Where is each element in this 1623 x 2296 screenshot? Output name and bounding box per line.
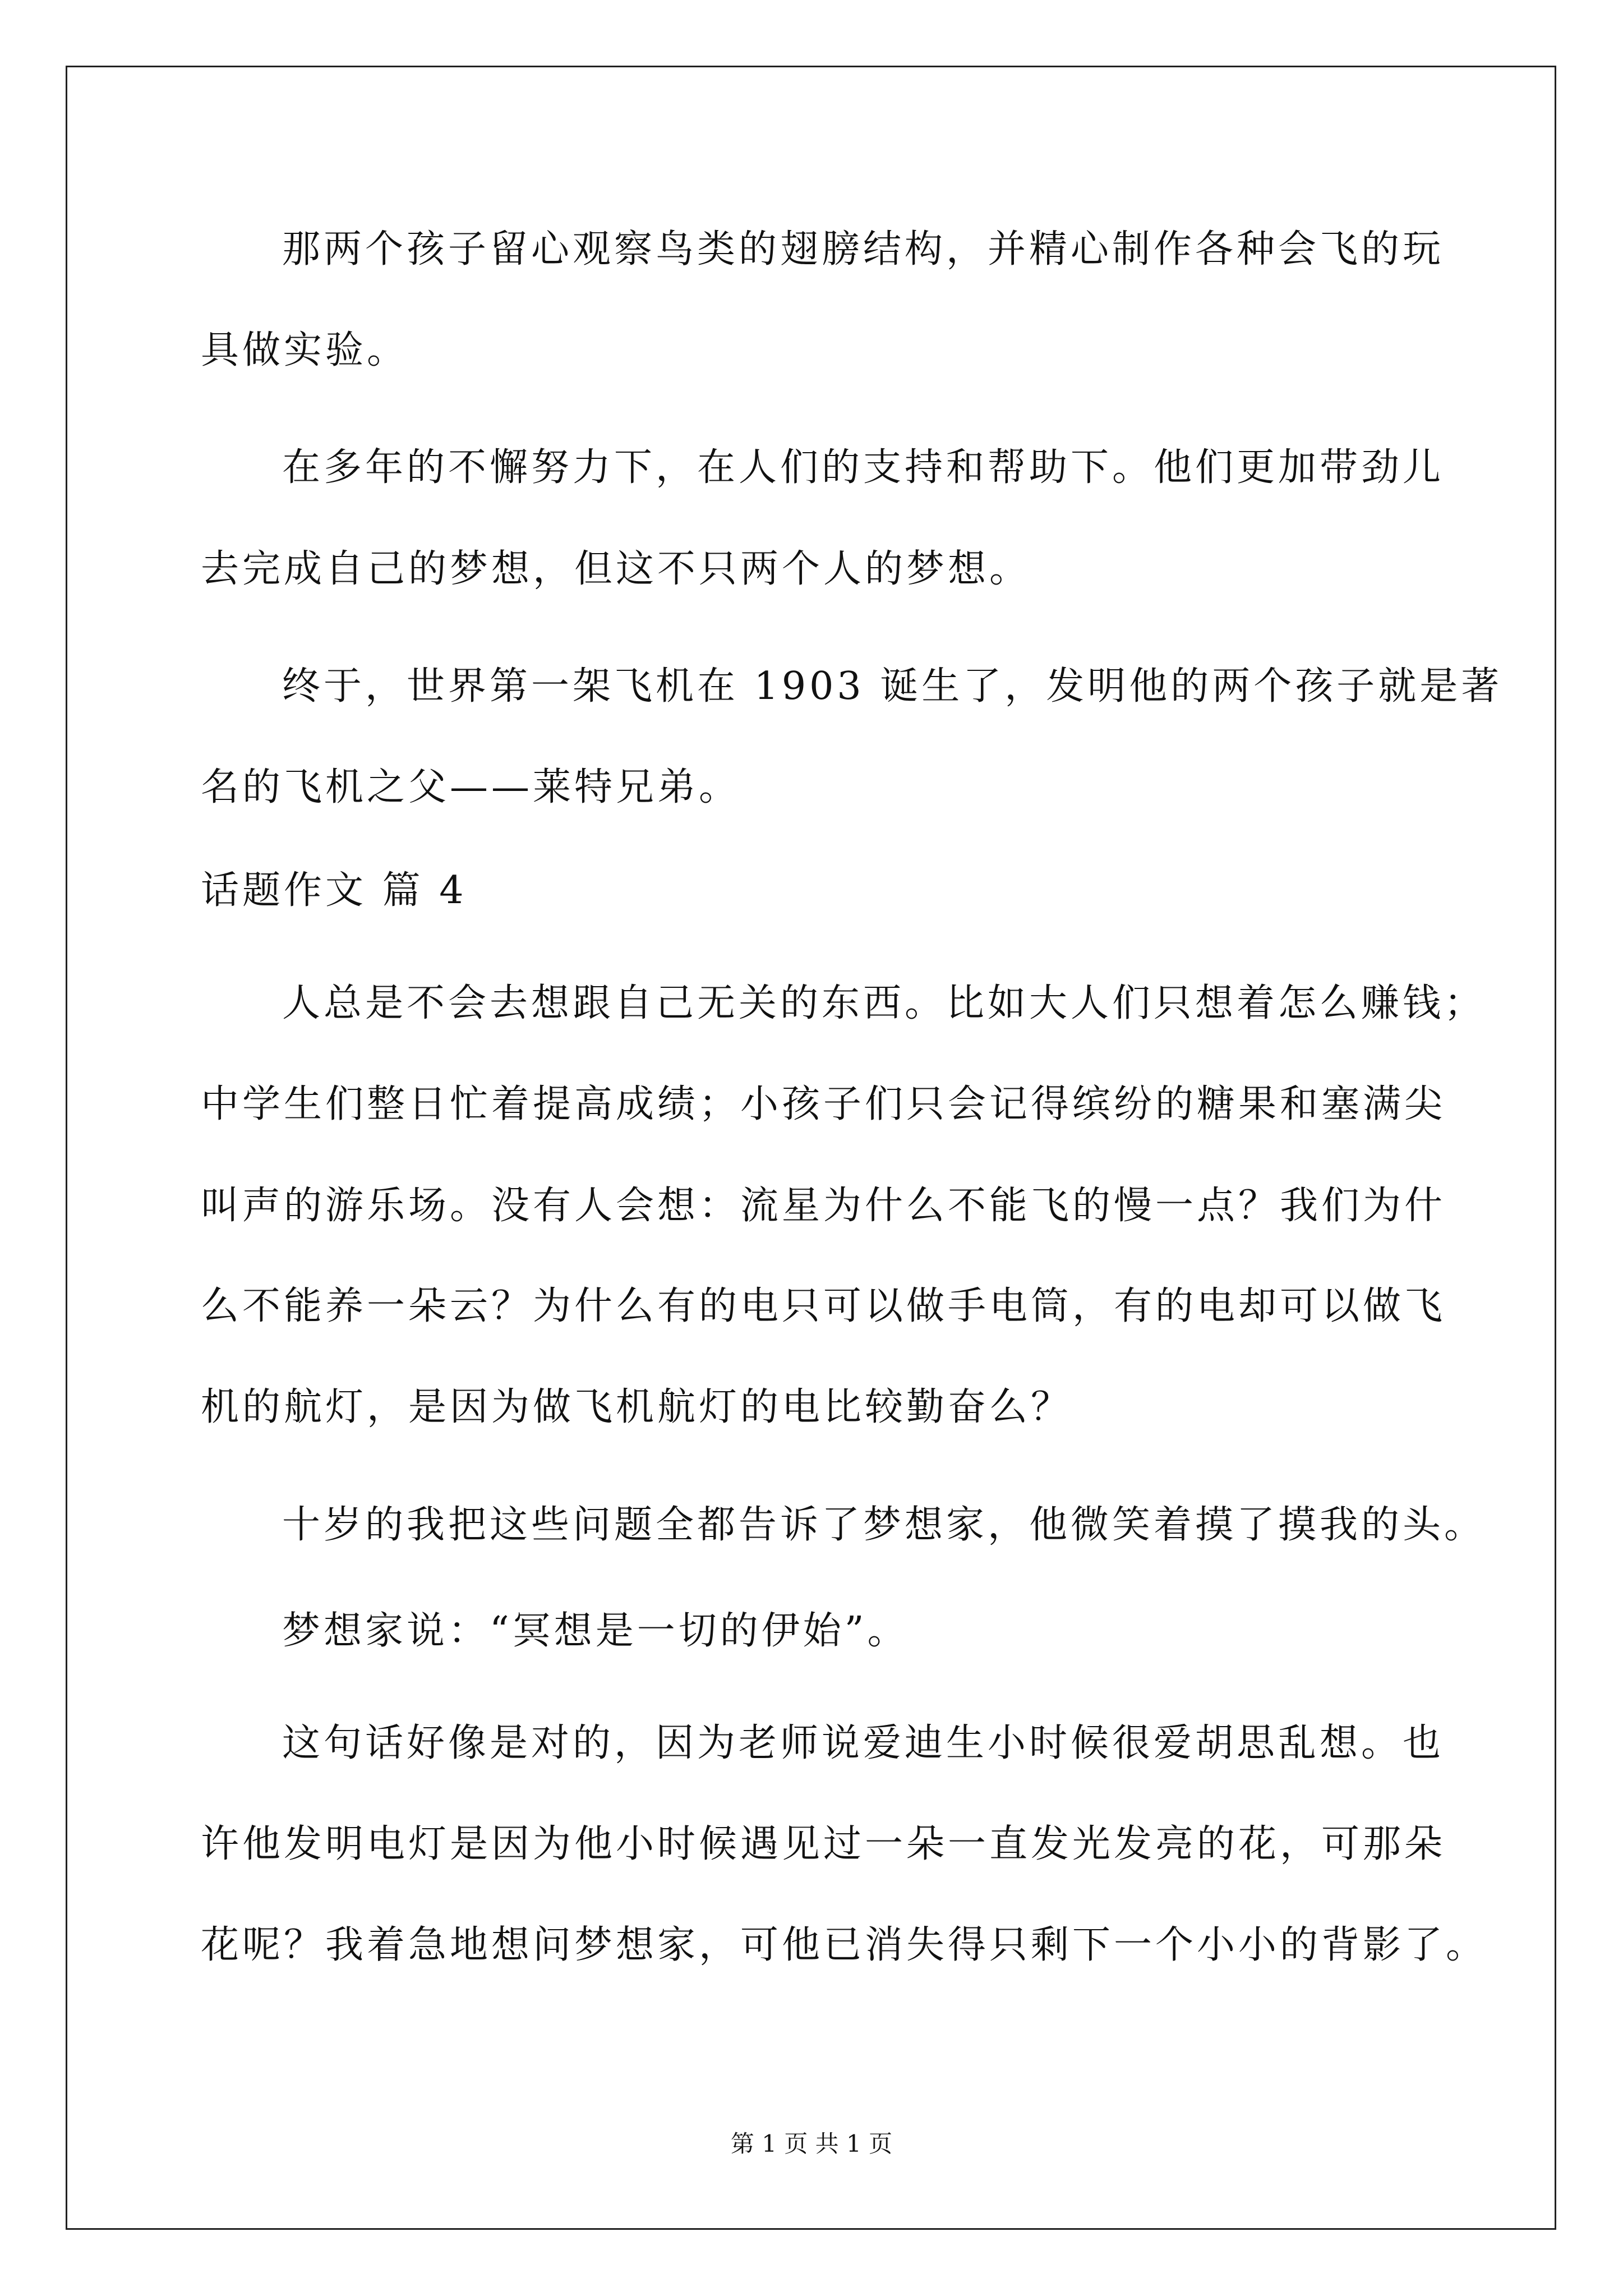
paragraph-line: 这句话好像是对的，因为老师说爱迪生小时候很爱胡思乱想。也: [282, 1721, 1445, 1765]
section-heading: 话题作文 篇 4: [201, 868, 467, 913]
paragraph-line: 中学生们整日忙着提高成绩；小孩子们只会记得缤纷的糖果和塞满尖: [201, 1082, 1446, 1126]
paragraph-line: 叫声的游乐场。没有人会想：流星为什么不能飞的慢一点？我们为什: [201, 1184, 1446, 1228]
paragraph-line: 人总是不会去想跟自己无关的东西。比如大人们只想着怎么赚钱；: [282, 981, 1486, 1025]
paragraph-line: 十岁的我把这些问题全都告诉了梦想家，他微笑着摸了摸我的头。: [282, 1503, 1486, 1547]
page-border: [66, 66, 1556, 2230]
page-footer: 第 1 页 共 1 页: [730, 2130, 893, 2157]
paragraph-line: 在多年的不懈努力下，在人们的支持和帮助下。他们更加带劲儿: [282, 445, 1445, 490]
paragraph-line: 许他发明电灯是因为他小时候遇见过一朵一直发光发亮的花，可那朵: [201, 1822, 1446, 1866]
paragraph-line: 机的航灯，是因为做飞机航灯的电比较勤奋么？: [201, 1385, 1073, 1429]
paragraph-line: 梦想家说：“冥想是一切的伊始”。: [282, 1609, 909, 1653]
paragraph-line: 名的飞机之父——莱特兄弟。: [201, 765, 741, 809]
paragraph-line: 去完成自己的梦想，但这不只两个人的梦想。: [201, 547, 1031, 591]
paragraph-line: 终于，世界第一架飞机在 1903 诞生了，发明他的两个孩子就是著: [282, 664, 1503, 708]
paragraph-line: 么不能养一朵云？为什么有的电只可以做手电筒，有的电却可以做飞: [201, 1284, 1446, 1328]
paragraph-line: 那两个孩子留心观察鸟类的翅膀结构，并精心制作各种会飞的玩: [282, 227, 1445, 272]
paragraph-line: 具做实验。: [201, 328, 409, 372]
paragraph-line: 花呢？我着急地想问梦想家，可他已消失得只剩下一个小小的背影了。: [201, 1923, 1488, 1967]
